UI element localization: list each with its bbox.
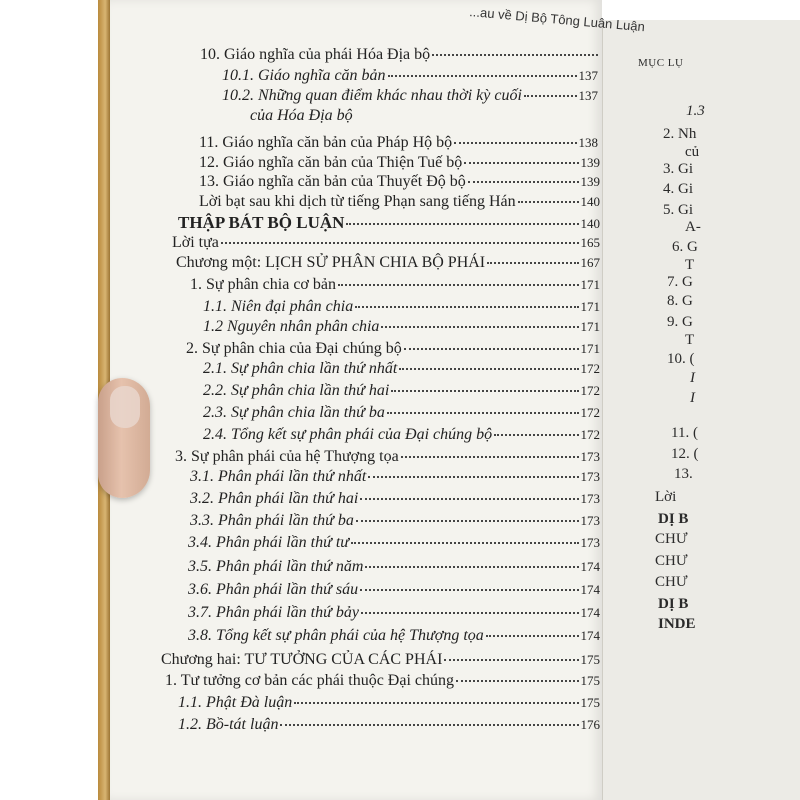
toc-entry-label: 1. Sự phân chia cơ bản: [190, 276, 336, 293]
toc-entry-label: của Hóa Địa bộ: [250, 107, 353, 124]
toc-entry-page-number: 139: [580, 174, 600, 189]
dot-leader: [294, 700, 578, 704]
toc-entry-label: 2.2. Sự phân chia lần thứ hai: [203, 382, 390, 399]
toc-entry-label: 2.1. Sự phân chia lần thứ nhất: [203, 360, 398, 377]
right-page-title: MỤC LỤ: [638, 57, 684, 69]
dot-leader: [361, 610, 579, 614]
toc-entry-page-number: 167: [580, 255, 600, 270]
running-header: ...au về Dị Bộ Tông Luân Luận: [468, 4, 646, 35]
toc-entry: [222, 86, 598, 106]
right-page-fragment: 6. G: [672, 239, 698, 255]
dot-leader: [280, 722, 578, 726]
toc-entry: [199, 133, 598, 153]
toc-entry-page-number: 176: [580, 717, 600, 732]
toc-entry: [190, 275, 600, 295]
toc-entry: [203, 403, 600, 423]
thumbnail: [110, 386, 140, 428]
toc-entry-page-number: 171: [580, 277, 600, 292]
dot-leader: [365, 564, 578, 568]
dot-leader: [355, 304, 578, 308]
right-page-fragment: 7. G: [667, 274, 693, 290]
right-page-fragment: 12. (: [671, 446, 699, 462]
toc-entry-page-number: 174: [580, 582, 600, 597]
dot-leader: [399, 366, 578, 370]
toc-entry: [161, 650, 600, 670]
toc-entry-page-number: 138: [578, 135, 598, 150]
toc-entry: [178, 715, 600, 735]
dot-leader: [404, 346, 579, 350]
toc-entry-label: 11. Giáo nghĩa căn bản của Pháp Hộ bộ: [199, 134, 453, 151]
toc-entry-page-number: 175: [580, 673, 600, 688]
toc-entry: [190, 489, 600, 509]
dot-leader: [494, 432, 578, 436]
toc-entry-label: Lời bạt sau khi dịch từ tiếng Phạn sang tiếng Hán: [199, 193, 516, 210]
toc-entry-page-number: 174: [580, 605, 600, 620]
toc-entry-page-number: 137: [578, 88, 598, 103]
toc-entry-page-number: 174: [580, 628, 600, 643]
toc-entry-label: THẬP BÁT BỘ LUẬN: [178, 213, 345, 232]
right-page-fragment: T: [685, 257, 695, 273]
toc-entry: [199, 153, 600, 173]
toc-entry-label: 2. Sự phân chia của Đại chúng bộ: [186, 340, 402, 357]
right-book-page: [602, 20, 800, 800]
toc-entry-page-number: 172: [580, 361, 600, 376]
right-page-fragment: 9. G: [667, 314, 693, 330]
dot-leader: [356, 518, 579, 522]
toc-entry-label: 2.3. Sự phân chia lần thứ ba: [203, 404, 385, 421]
right-page-fragment: 13.: [674, 466, 693, 482]
toc-entry-label: 13. Giáo nghĩa căn bản của Thuyết Độ bộ: [199, 173, 466, 190]
right-page-fragment: DỊ B: [658, 511, 689, 527]
right-page-fragment: củ: [685, 144, 700, 160]
dot-leader: [486, 633, 579, 637]
toc-entry-page-number: 139: [580, 155, 600, 170]
toc-entry-page-number: 171: [580, 299, 600, 314]
toc-entry-page-number: 165: [580, 235, 600, 250]
toc-entry: [165, 671, 600, 691]
toc-entry: [190, 511, 600, 531]
dot-leader: [381, 324, 578, 328]
toc-entry-label: 2.4. Tổng kết sự phân phái của Đại chúng bộ: [203, 426, 493, 443]
toc-entry-label: 10.1. Giáo nghĩa căn bản: [222, 67, 386, 84]
dot-leader: [468, 179, 579, 183]
toc-entry-label: 1.1. Niên đại phân chia: [203, 298, 354, 315]
dot-leader: [368, 474, 578, 478]
toc-entry-label: 1.2. Bồ-tát luận: [178, 716, 279, 733]
toc-entry: [190, 467, 600, 487]
toc-entry-page-number: 175: [580, 652, 600, 667]
toc-entry: [203, 317, 600, 337]
dot-leader: [387, 410, 579, 414]
toc-entry-label: Chương một: LỊCH SỬ PHÂN CHIA BỘ PHÁI: [176, 254, 486, 271]
right-page-fragment: 4. Gi: [663, 181, 693, 197]
toc-entry-label: 1.2 Nguyên nhân phân chia: [203, 318, 380, 335]
toc-entry-page-number: 173: [580, 513, 600, 528]
toc-entry-label: 3.2. Phân phái lần thứ hai: [190, 490, 359, 507]
toc-entry-page-number: 172: [580, 405, 600, 420]
toc-entry-label: 3.8. Tổng kết sự phân phái của hệ Thượng tọa: [188, 627, 484, 644]
toc-entry-page-number: 140: [580, 194, 600, 209]
toc-entry: [203, 425, 600, 445]
toc-entry: [199, 192, 600, 212]
dot-leader: [221, 240, 579, 244]
dot-leader: [351, 540, 578, 544]
right-page-fragment: 8. G: [667, 293, 693, 309]
toc-entry: [188, 603, 600, 623]
dot-leader: [388, 73, 577, 77]
toc-entry-label: 3.1. Phân phái lần thứ nhất: [190, 468, 367, 485]
toc-entry: [175, 447, 600, 467]
toc-entry-page-number: 173: [580, 491, 600, 506]
toc-entry-page-number: 171: [580, 341, 600, 356]
right-page-fragment: 11. (: [671, 425, 698, 441]
toc-entry-label: 10. Giáo nghĩa của phái Hóa Địa bộ: [200, 46, 431, 63]
dot-leader: [518, 199, 579, 203]
toc-entry: [222, 66, 598, 86]
toc-entry-label: 3. Sự phân phái của hệ Thượng tọa: [175, 448, 399, 465]
toc-entry-label: 1. Tư tưởng cơ bản các phái thuộc Đại chúng: [165, 672, 454, 689]
right-page-fragment: T: [685, 332, 695, 348]
toc-entry: [172, 233, 600, 253]
right-page-fragment: 1.3: [686, 103, 705, 119]
toc-entry-page-number: 172: [580, 383, 600, 398]
dot-leader: [487, 260, 578, 264]
toc-entry-page-number: 174: [580, 559, 600, 574]
toc-entry: [188, 580, 600, 600]
dot-leader: [524, 93, 577, 97]
toc-entry-label: 1.1. Phật Đà luận: [178, 694, 293, 711]
dot-leader: [401, 454, 579, 458]
toc-entry-label: 3.6. Phân phái lần thứ sáu: [188, 581, 359, 598]
toc-entry: [203, 297, 600, 317]
toc-entry: [188, 533, 600, 553]
toc-entry-page-number: 140: [580, 216, 600, 231]
toc-entry: [250, 106, 353, 126]
right-page-fragment: Lời: [655, 489, 677, 505]
toc-entry-page-number: 173: [580, 469, 600, 484]
right-page-fragment: CHƯ: [655, 574, 688, 590]
toc-entry: [200, 45, 600, 65]
toc-entry-label: 3.3. Phân phái lần thứ ba: [190, 512, 354, 529]
toc-entry-label: Lời tựa: [172, 234, 219, 251]
toc-entry: [203, 359, 600, 379]
dot-leader: [432, 52, 598, 56]
dot-leader: [360, 496, 578, 500]
dot-leader: [444, 657, 578, 661]
toc-entry-label: 3.5. Phân phái lần thứ năm: [188, 558, 364, 575]
toc-entry: [176, 253, 600, 273]
toc-entry-page-number: 172: [580, 427, 600, 442]
right-page-fragment: 2. Nh: [663, 126, 697, 142]
toc-entry: [188, 626, 600, 646]
toc-entry-label: 3.7. Phân phái lần thứ bảy: [188, 604, 359, 621]
toc-entry: [178, 213, 600, 234]
toc-entry-label: Chương hai: TƯ TƯỞNG CỦA CÁC PHÁI: [161, 651, 443, 668]
toc-entry-page-number: 171: [580, 319, 600, 334]
dot-leader: [454, 140, 576, 144]
toc-entry-page-number: 175: [580, 695, 600, 710]
dot-leader: [464, 160, 578, 164]
toc-entry-label: 10.2. Những quan điểm khác nhau thời kỳ cuối: [222, 87, 522, 104]
dot-leader: [338, 282, 579, 286]
right-page-fragment: 3. Gi: [663, 161, 693, 177]
dot-leader: [391, 388, 578, 392]
toc-entry: [188, 557, 600, 577]
right-page-fragment: INDE: [658, 616, 696, 632]
right-page-fragment: 10. (: [667, 351, 695, 367]
toc-entry-page-number: 137: [578, 68, 598, 83]
toc-entry: [178, 693, 600, 713]
toc-entry: [186, 339, 600, 359]
toc-entry: [199, 172, 600, 192]
right-page-fragment: DỊ B: [658, 596, 689, 612]
toc-entry-label: 3.4. Phân phái lần thứ tư: [188, 534, 350, 551]
dot-leader: [360, 587, 578, 591]
dot-leader: [456, 678, 579, 682]
right-page-fragment: CHƯ: [655, 553, 688, 569]
toc-entry-label: 12. Giáo nghĩa căn bản của Thiện Tuế bộ: [199, 154, 463, 171]
toc-entry: [203, 381, 600, 401]
right-page-fragment: I: [690, 390, 695, 406]
right-page-fragment: CHƯ: [655, 531, 688, 547]
right-page-fragment: A-: [685, 219, 701, 235]
dot-leader: [346, 221, 578, 225]
right-page-fragment: 5. Gi: [663, 202, 693, 218]
toc-entry-page-number: 173: [580, 535, 600, 550]
right-page-fragment: I: [690, 370, 695, 386]
toc-entry-page-number: 173: [580, 449, 600, 464]
